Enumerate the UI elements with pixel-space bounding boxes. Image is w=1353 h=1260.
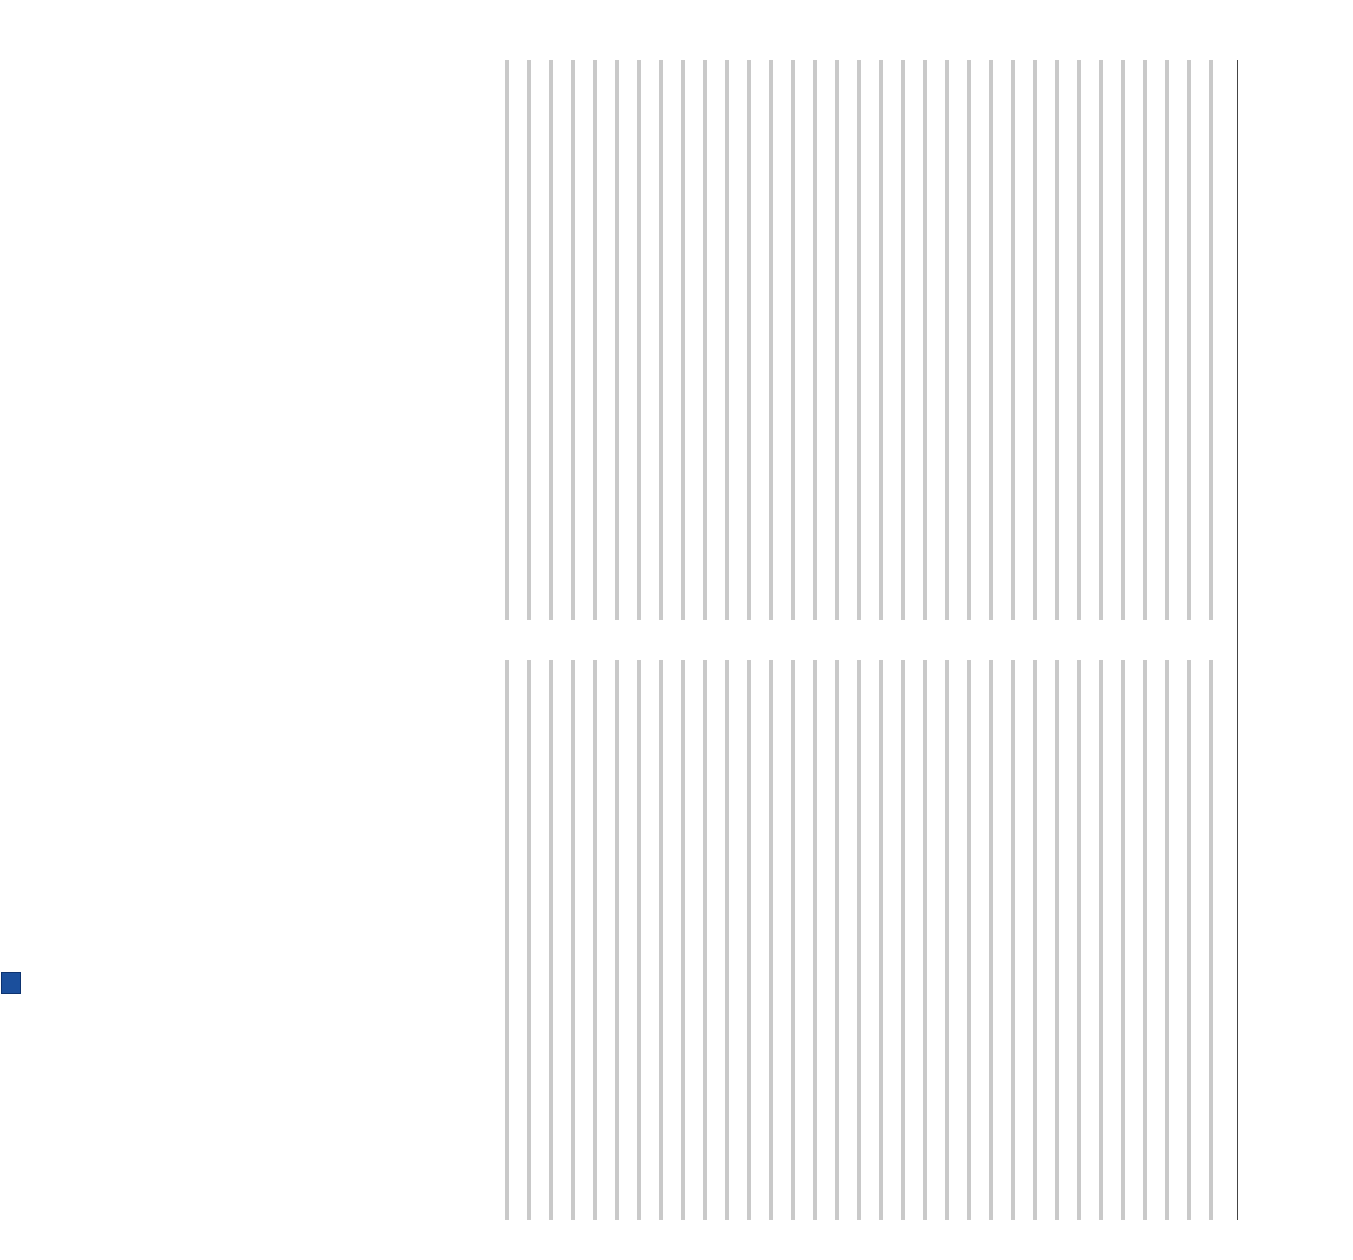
dfg-logo bbox=[1, 972, 21, 994]
right-column-text bbox=[498, 660, 1222, 1220]
scanned-page bbox=[478, 20, 1278, 1260]
page-header bbox=[1237, 60, 1278, 1220]
digitisation-credit bbox=[0, 0, 22, 1000]
left-column-text bbox=[498, 60, 1222, 620]
